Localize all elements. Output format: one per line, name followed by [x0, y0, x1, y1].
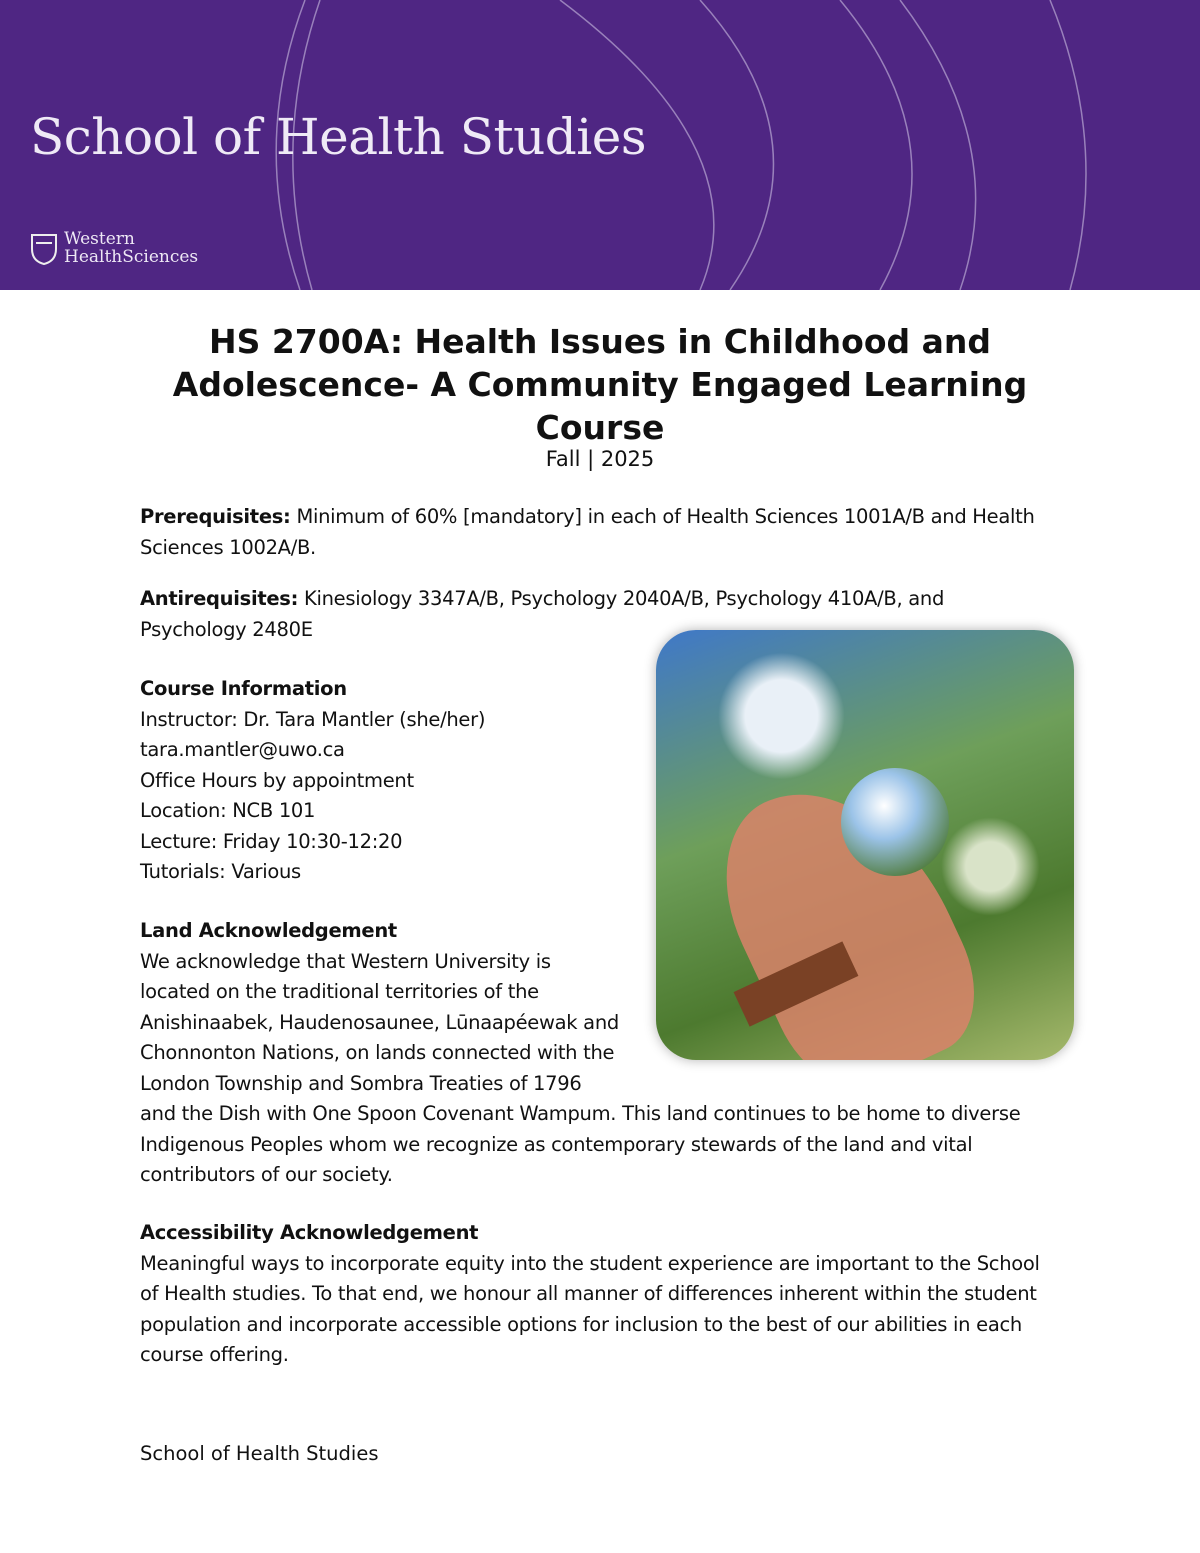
course-title: HS 2700A: Health Issues in Childhood and Adolescence- A Community Engaged Learning Course [172, 322, 1028, 447]
lecture-time: Lecture: Friday 10:30-12:20 [140, 829, 403, 853]
banner-title: School of Health Studies [30, 108, 647, 166]
access-line: Meaningful ways to incorporate equity into the student experience are important to the School [140, 1251, 1040, 1275]
prerequisites-label: Prerequisites: [140, 505, 291, 528]
land-line: Indigenous Peoples whom we recognize as contemporary stewards of the land and vital [140, 1132, 973, 1156]
crest-icon [30, 231, 58, 265]
prerequisites-text: Minimum of 60% [mandatory] in each of Health Sciences 1001A/B and Health [296, 505, 1035, 528]
course-information [140, 674, 485, 888]
western-health-sciences-logo [30, 230, 198, 266]
instructor: Instructor: Dr. Tara Mantler (she/her) [140, 707, 486, 731]
email-link[interactable]: tara.mantler@uwo.ca [140, 738, 345, 761]
land-line: and the Dish with One Spoon Covenant Wampum. This land continues to be home to diverse [140, 1102, 1021, 1125]
access-line: of Health studies. To that end, we honour all manner of differences inherent within the student [140, 1282, 1037, 1305]
land-line: Anishinaabek, Haudenosaunee, Lūnaapéewak and [140, 1010, 619, 1034]
accessibility-acknowledgement [140, 1218, 1040, 1371]
prerequisites-text2: Sciences 1002A/B. [140, 535, 316, 559]
prerequisites [140, 502, 1035, 563]
tutorials: Tutorials: Various [140, 860, 301, 883]
logo-line1: Western [64, 229, 135, 249]
land-line: contributors of our society. [140, 1163, 393, 1186]
land-line: Chonnonton Nations, on lands connected with the [140, 1041, 615, 1064]
office-hours: Office Hours by appointment [140, 768, 414, 792]
logo-line2: HealthSciences [64, 247, 199, 267]
land-acknowledgement [140, 916, 1020, 1191]
land-line: We acknowledge that Western University is [140, 949, 551, 973]
header-banner [0, 0, 1200, 290]
location: Location: NCB 101 [140, 799, 316, 822]
access-heading: Accessibility Acknowledgement [140, 1221, 479, 1244]
land-line: London Township and Sombra Treaties of 1796 [140, 1071, 582, 1095]
access-line: population and incorporate accessible options for inclusion to the best of our abilities in each [140, 1312, 1022, 1336]
antirequisites-text2: Psychology 2480E [140, 617, 313, 641]
course-info-heading: Course Information [140, 677, 347, 700]
access-line: course offering. [140, 1343, 289, 1366]
antirequisites-label: Antirequisites: [140, 587, 299, 610]
land-heading: Land Acknowledgement [140, 919, 397, 942]
footer: School of Health Studies [140, 1442, 379, 1465]
land-line: located on the traditional territories of the [140, 980, 539, 1003]
course-term: Fall | 2025 [545, 447, 655, 471]
antirequisites-text: Kinesiology 3347A/B, Psychology 2040A/B, Psychology 410A/B, and [304, 587, 945, 610]
